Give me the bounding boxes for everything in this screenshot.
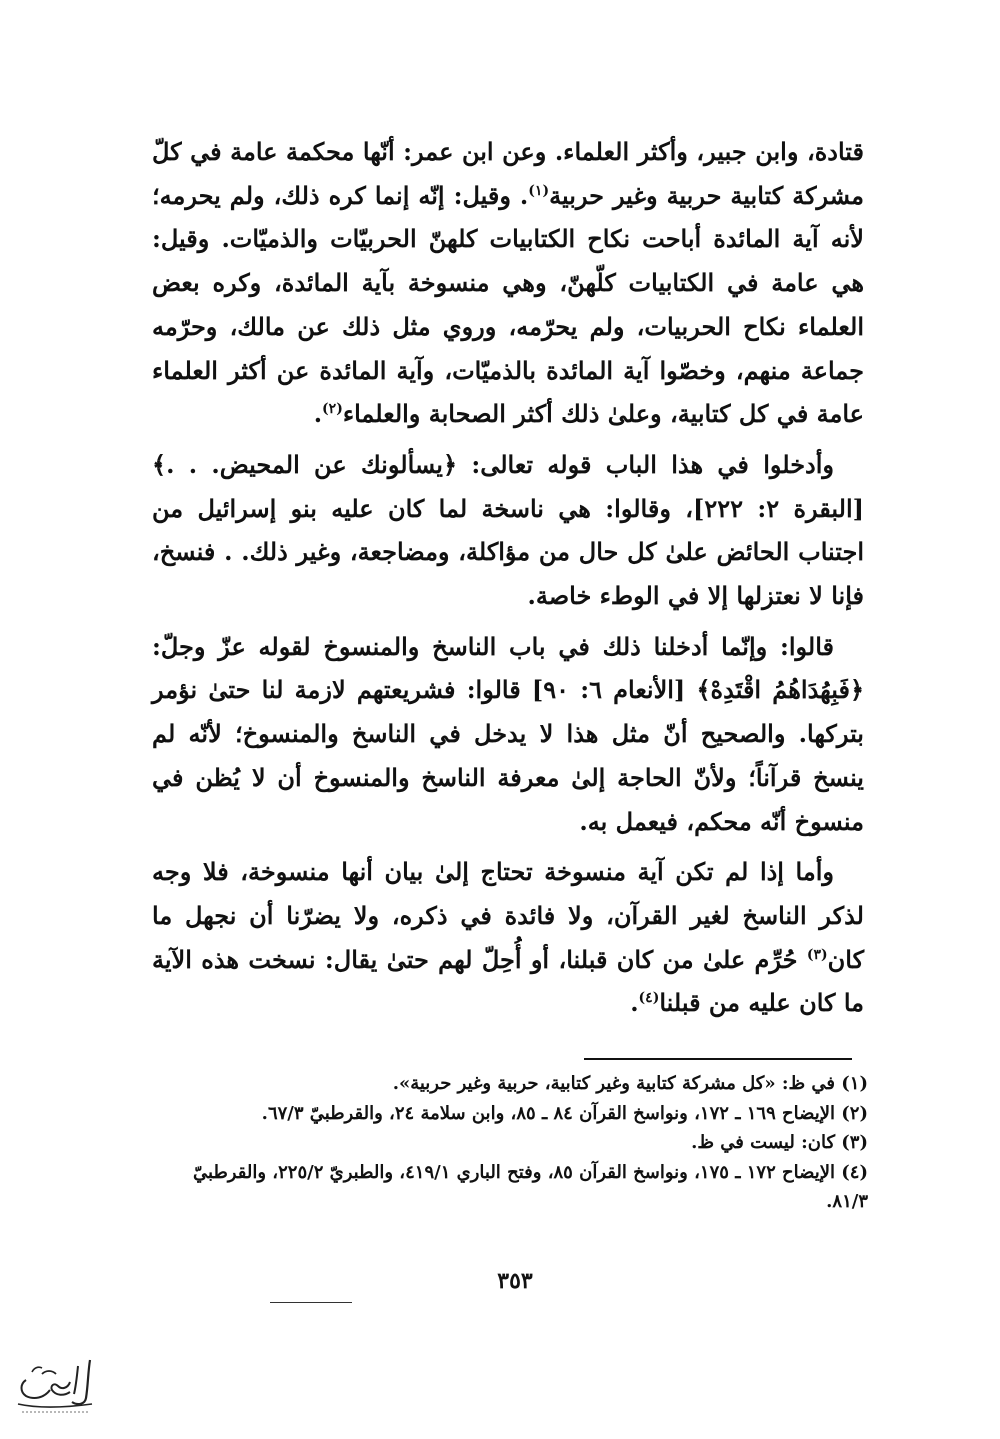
- paragraph-text: وأدخلوا في هذا الباب قوله تعالى: ﴿يسألونك عن المحيض. . .﴾ [البقرة ٢: ٢٢٢]، وقالوا: هي ناسخة لما كان عليه بنو إسرائيل من اجتناب الحائض علىٰ كل حال من مؤاكلة، ومضاجعة، وغير ذلك. . فنسخ، فإنا لا نعتزلها إلا في الوطء خاصة.: [152, 449, 864, 611]
- footnote-marker: (٢): [322, 401, 343, 418]
- body-paragraph-2: [152, 443, 864, 618]
- bottom-rule: [270, 1302, 352, 1303]
- footnote-4: (٤) الإيضاح ١٧٢ ـ ١٧٥، ونواسخ القرآن ٨٥، وفتح الباري ٤١٩/١، والطبريّ ٢٢٥/٢، والقرطبيّ ٨١/٣.: [193, 1161, 868, 1212]
- page-number: ٣٥٣: [497, 1268, 533, 1294]
- paragraph-text: قتادة، وابن جبير، وأكثر العلماء. وعن ابن عمر: أنّها محكمة عامة في كلّ مشركة كتابية حربية وغير حربية: [152, 137, 864, 210]
- footnote-1: (١) في ظ: «كل مشركة كتابية وغير كتابية، حربية وغير حربية».: [392, 1073, 868, 1094]
- footnote-marker: (٣): [806, 946, 828, 963]
- paragraph-text: حُرِّم علىٰ من كان قبلنا، أو أُحِلّ لهم حتىٰ يقال: نسخت هذه الآية ما كان عليه من قبلنا: [152, 944, 864, 1018]
- footnote-3: (٣) كان: ليست في ظ.: [691, 1132, 868, 1153]
- body-paragraph-4: [152, 850, 864, 1025]
- calligraphic-watermark-logo: [12, 1352, 96, 1422]
- main-text-block: [152, 130, 864, 1025]
- paragraph-text: وأما إذا لم تكن آية منسوخة تحتاج إلىٰ بيان أنها منسوخة، فلا وجه لذكر الناسخ لغير القرآن، ولا فائدة في ذكره، ولا يضرّنا أن نجهل ما كان: [152, 857, 864, 974]
- footnote-marker: (١): [528, 182, 550, 199]
- paragraph-text: . وقيل: إنّه إنما كره ذلك، ولم يحرمه؛ لأنه آية المائدة أباحت نكاح الكتابيات كلهنّ الحربيّات والذميّات. وقيل: هي عامة في الكتابيات كلّهنّ، وهي منسوخة بآية المائدة، وكره بعض العلماء نكاح الحربيات، ولم يحرّمه، وروي مثل ذلك عن مالك، وحرّمه جماعة منهم، وخصّوا آية المائدة بالذميّات، وآية المائدة عن أكثر العلماء عامة في كل كتابية، وعلىٰ ذلك أكثر الصحابة والعلماء: [152, 180, 864, 429]
- footnotes-block: [150, 1069, 868, 1217]
- footnote-separator-line: [584, 1058, 852, 1060]
- paragraph-text: قالوا: وإنّما أدخلنا ذلك في باب الناسخ والمنسوخ لقوله عزّ وجلّ: ﴿فَبِهُدَاهُمُ اقْتَدِهْ﴾ [الأنعام ٦: ٩٠] قالوا: فشريعتهم لازمة لنا حتىٰ نؤمر بتركها. والصحيح أنّ مثل هذا لا يدخل في الناسخ والمنسوخ؛ لأنّه لم ينسخ قرآناً؛ ولأنّ الحاجة إلىٰ معرفة الناسخ والمنسوخ أن لا يُظن في منسوخ أنّه محكم، فيعمل به.: [152, 631, 865, 836]
- footnote-marker: (٤): [638, 990, 660, 1007]
- footnote-2: (٢) الإيضاح ١٦٩ ـ ١٧٢، ونواسخ القرآن ٨٤ ـ ٨٥، وابن سلامة ٢٤، والقرطبيّ ٦٧/٣.: [261, 1102, 868, 1124]
- paragraph-text: .: [630, 988, 639, 1018]
- body-paragraph-3: [152, 625, 864, 844]
- paragraph-text: .: [313, 399, 323, 429]
- body-paragraph-1: [152, 130, 864, 436]
